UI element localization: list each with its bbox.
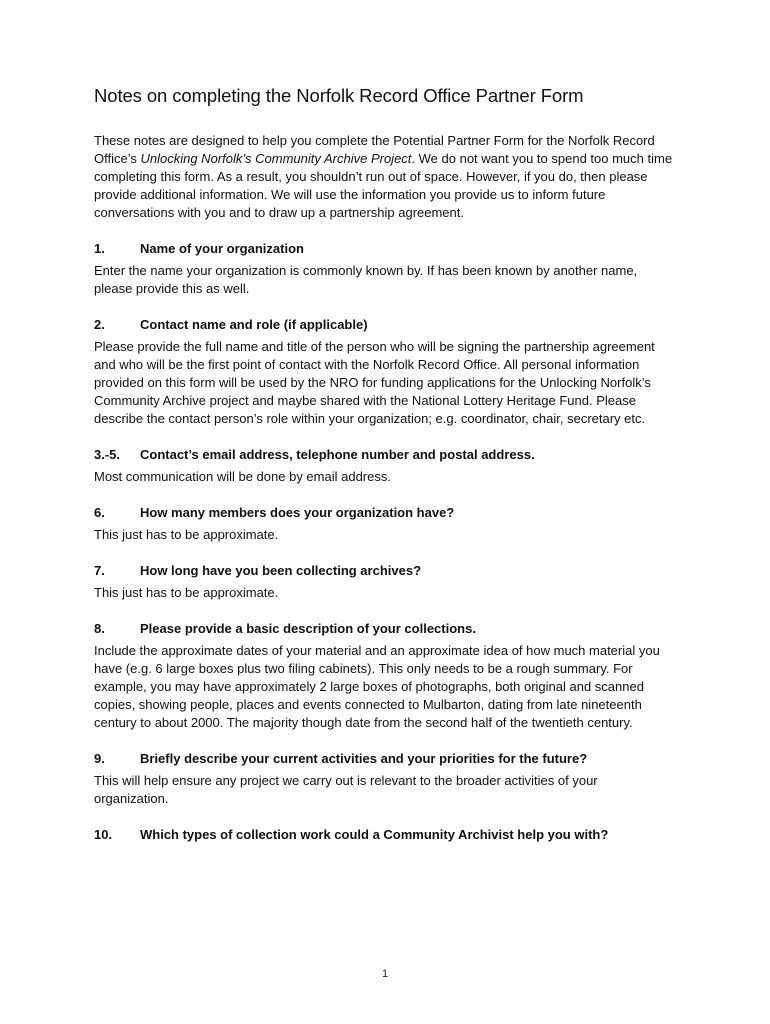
section-2: [94, 316, 674, 428]
section-number: 6.: [94, 505, 105, 520]
section-9: [94, 750, 674, 808]
project-name: Unlocking Norfolk’s Community Archive Project: [140, 151, 412, 166]
section-body: This just has to be approximate.: [94, 585, 279, 600]
section-heading: [94, 446, 674, 464]
section-heading: [94, 504, 674, 522]
section-6: [94, 504, 674, 544]
section-heading: [94, 240, 674, 258]
intro-text-part2: . We do not want you to spend too much time completing this form. As a result, you shouldn’t run out of space. However, if you do, then please provide additional information. We will use the information you provide us to inform future conversations with you and to draw up a partnership agreement.: [94, 151, 673, 220]
section-number: 3.-5.: [94, 447, 121, 462]
section-title: Name of your organization: [140, 241, 304, 256]
page-title: Notes on completing the Norfolk Record Office Partner Form: [94, 85, 584, 106]
section-body: Include the approximate dates of your material and an approximate idea of how much material you have (e.g. 6 large boxes plus two filing cabinets). This only needs to be a rough summary. For example, you may have approximately 2 large boxes of photographs, both original and scanned copies, showing people, places and events connected to Mulbarton, dating from late nineteenth century to about 2000. The majority though date from the second half of the twentieth century.: [94, 643, 660, 730]
section-body: Enter the name your organization is commonly known by. If has been known by another name, please provide this as well.: [94, 263, 638, 296]
section-heading: [94, 562, 674, 580]
section-body: Most communication will be done by email address.: [94, 469, 391, 484]
section-body: This just has to be approximate.: [94, 527, 279, 542]
section-title: Contact’s email address, telephone number and postal address.: [140, 447, 535, 462]
section-10: [94, 826, 674, 844]
document-page: [94, 84, 674, 862]
section-number: 9.: [94, 751, 105, 766]
section-7: [94, 562, 674, 602]
section-title: Briefly describe your current activities and your priorities for the future?: [140, 751, 588, 766]
page-number: 1: [381, 968, 389, 980]
section-title: Please provide a basic description of your collections.: [140, 621, 476, 636]
section-number: 8.: [94, 621, 105, 636]
section-heading: [94, 750, 674, 768]
section-heading: [94, 826, 674, 844]
section-number: 7.: [94, 563, 105, 578]
intro-text-part1: These notes are designed to help you complete the Potential Partner Form for the Norfolk Record Office’s: [94, 133, 655, 166]
section-heading: [94, 620, 674, 638]
section-title: How many members does your organization have?: [140, 505, 455, 520]
section-number: 10.: [94, 827, 113, 842]
section-3-5: [94, 446, 674, 486]
section-title: Which types of collection work could a Community Archivist help you with?: [140, 827, 609, 842]
section-number: 1.: [94, 241, 105, 256]
section-body: This will help ensure any project we carry out is relevant to the broader activities of your organization.: [94, 773, 598, 806]
section-title: How long have you been collecting archives?: [140, 563, 422, 578]
intro-paragraph: [94, 132, 674, 222]
section-1: [94, 240, 674, 298]
section-body: Please provide the full name and title of the person who will be signing the partnership agreement and who will be the first point of contact with the Norfolk Record Office. All personal information provided on this form will be used by the NRO for funding applications for the Unlocking Norfolk’s Community Archive project and maybe shared with the National Lottery Heritage Fund. Please describe the contact person’s role within your organization; e.g. coordinator, chair, secretary etc.: [94, 339, 655, 426]
section-number: 2.: [94, 317, 105, 332]
section-title: Contact name and role (if applicable): [140, 317, 368, 332]
section-heading: [94, 316, 674, 334]
section-8: [94, 620, 674, 732]
